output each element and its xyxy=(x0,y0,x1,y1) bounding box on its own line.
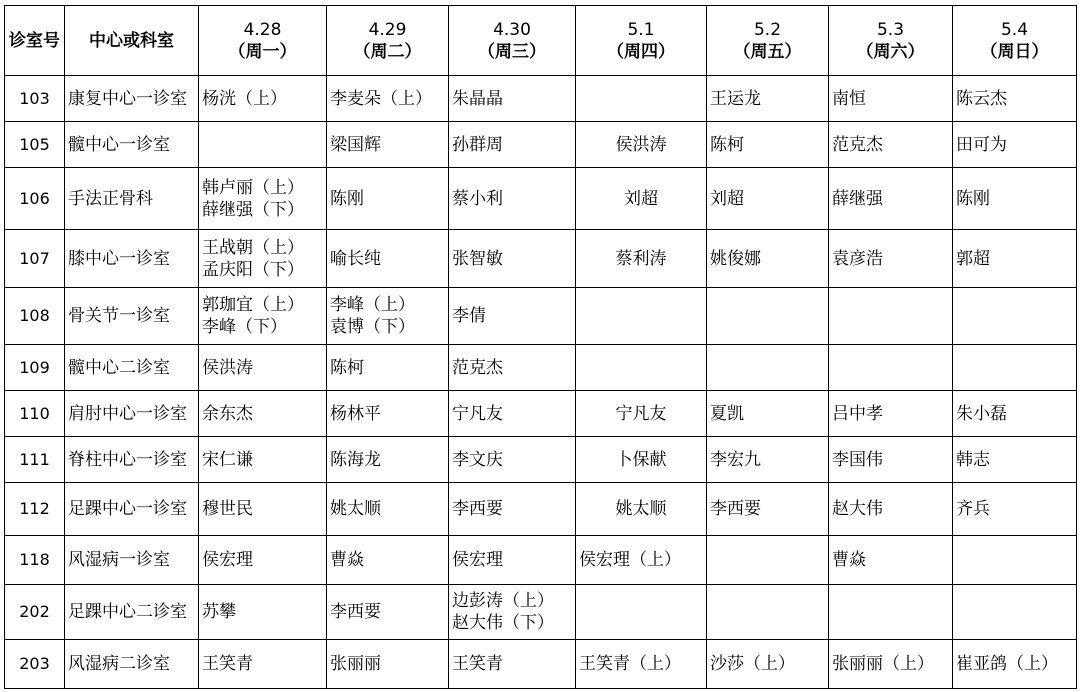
doctor-cell: 薛继强 xyxy=(829,168,953,230)
doctor-cell: 宁凡友 xyxy=(576,391,707,437)
header-day xyxy=(707,6,829,76)
doctor-cell xyxy=(953,288,1077,345)
doctor-cell xyxy=(199,122,327,168)
table-row xyxy=(5,168,1077,230)
table-row xyxy=(5,483,1077,536)
room-number: 203 xyxy=(5,640,65,689)
doctor-cell: 袁彦浩 xyxy=(829,230,953,288)
table-row xyxy=(5,536,1077,585)
room-number: 109 xyxy=(5,345,65,391)
doctor-cell: 侯宏理 xyxy=(449,536,576,585)
department-name: 风湿病一诊室 xyxy=(65,536,199,585)
header-weekday: （周五） xyxy=(733,41,802,62)
doctor-cell xyxy=(953,585,1077,640)
doctor-cell: 李麦朵（上） xyxy=(327,76,449,122)
doctor-cell: 李倩 xyxy=(449,288,576,345)
doctor-cell xyxy=(576,345,707,391)
header-weekday: （周日） xyxy=(980,41,1049,62)
doctor-cell: 范克杰 xyxy=(449,345,576,391)
doctor-cell xyxy=(953,536,1077,585)
table-row xyxy=(5,391,1077,437)
doctor-cell xyxy=(576,288,707,345)
doctor-cell: 姚俊娜 xyxy=(707,230,829,288)
room-number: 107 xyxy=(5,230,65,288)
doctor-cell: 郭珈宜（上） 李峰（下） xyxy=(199,288,327,345)
doctor-cell: 范克杰 xyxy=(829,122,953,168)
table-row xyxy=(5,288,1077,345)
doctor-cell: 齐兵 xyxy=(953,483,1077,536)
doctor-cell: 卜保献 xyxy=(576,437,707,483)
schedule-body xyxy=(5,76,1077,689)
doctor-cell: 余东杰 xyxy=(199,391,327,437)
department-name: 骨关节一诊室 xyxy=(65,288,199,345)
doctor-cell xyxy=(707,345,829,391)
department-name: 足踝中心二诊室 xyxy=(65,585,199,640)
doctor-cell: 李宏九 xyxy=(707,437,829,483)
doctor-cell xyxy=(829,585,953,640)
header-date: 4.28 xyxy=(243,19,282,40)
table-row xyxy=(5,437,1077,483)
doctor-cell: 李文庆 xyxy=(449,437,576,483)
doctor-cell: 侯宏理 xyxy=(199,536,327,585)
header-date: 4.29 xyxy=(368,19,407,40)
doctor-cell: 李西要 xyxy=(449,483,576,536)
table-row xyxy=(5,585,1077,640)
department-name: 脊柱中心一诊室 xyxy=(65,437,199,483)
header-weekday: （周四） xyxy=(607,41,675,62)
doctor-cell: 李西要 xyxy=(707,483,829,536)
doctor-cell: 侯洪涛 xyxy=(576,122,707,168)
header-day xyxy=(327,6,449,76)
doctor-cell xyxy=(829,345,953,391)
header-weekday: （周二） xyxy=(353,41,422,62)
doctor-cell: 姚太顺 xyxy=(327,483,449,536)
doctor-cell: 苏攀 xyxy=(199,585,327,640)
doctor-cell xyxy=(829,288,953,345)
doctor-cell: 韩志 xyxy=(953,437,1077,483)
doctor-cell xyxy=(707,536,829,585)
doctor-cell: 陈云杰 xyxy=(953,76,1077,122)
doctor-cell: 王运龙 xyxy=(707,76,829,122)
doctor-cell: 陈海龙 xyxy=(327,437,449,483)
doctor-cell: 孙群周 xyxy=(449,122,576,168)
doctor-cell: 赵大伟 xyxy=(829,483,953,536)
doctor-cell: 蔡小利 xyxy=(449,168,576,230)
doctor-cell: 穆世民 xyxy=(199,483,327,536)
doctor-cell: 张智敏 xyxy=(449,230,576,288)
header-date: 5.1 xyxy=(627,19,655,40)
room-number: 106 xyxy=(5,168,65,230)
header-dept: 中心或科室 xyxy=(65,6,199,76)
doctor-cell: 陈刚 xyxy=(327,168,449,230)
doctor-cell xyxy=(576,76,707,122)
header-day xyxy=(449,6,576,76)
room-number: 110 xyxy=(5,391,65,437)
doctor-cell: 张丽丽（上） xyxy=(829,640,953,689)
department-name: 膝中心一诊室 xyxy=(65,230,199,288)
room-number: 202 xyxy=(5,585,65,640)
doctor-cell: 梁国辉 xyxy=(327,122,449,168)
department-name: 风湿病二诊室 xyxy=(65,640,199,689)
header-day xyxy=(829,6,953,76)
doctor-cell: 侯宏理（上） xyxy=(576,536,707,585)
room-number: 108 xyxy=(5,288,65,345)
table-row xyxy=(5,122,1077,168)
doctor-cell: 朱小磊 xyxy=(953,391,1077,437)
doctor-cell: 刘超 xyxy=(707,168,829,230)
doctor-cell: 王笑青 xyxy=(449,640,576,689)
department-name: 髋中心一诊室 xyxy=(65,122,199,168)
doctor-cell: 韩卢丽（上） 薛继强（下） xyxy=(199,168,327,230)
table-row xyxy=(5,345,1077,391)
doctor-cell: 陈刚 xyxy=(953,168,1077,230)
doctor-cell: 边彭涛（上） 赵大伟（下） xyxy=(449,585,576,640)
table-row xyxy=(5,640,1077,689)
department-name: 手法正骨科 xyxy=(65,168,199,230)
doctor-cell: 曹焱 xyxy=(829,536,953,585)
table-row xyxy=(5,76,1077,122)
department-name: 肩肘中心一诊室 xyxy=(65,391,199,437)
doctor-cell: 王笑青 xyxy=(199,640,327,689)
room-number: 103 xyxy=(5,76,65,122)
doctor-cell: 王笑青（上） xyxy=(576,640,707,689)
doctor-cell: 王战朝（上） 孟庆阳（下） xyxy=(199,230,327,288)
doctor-cell: 南恒 xyxy=(829,76,953,122)
department-name: 髋中心二诊室 xyxy=(65,345,199,391)
doctor-cell: 蔡利涛 xyxy=(576,230,707,288)
schedule-table xyxy=(4,5,1077,689)
doctor-cell: 侯洪涛 xyxy=(199,345,327,391)
doctor-cell: 李峰（上） 袁博（下） xyxy=(327,288,449,345)
room-number: 105 xyxy=(5,122,65,168)
doctor-cell xyxy=(707,288,829,345)
doctor-cell: 朱晶晶 xyxy=(449,76,576,122)
header-date: 5.3 xyxy=(876,19,905,40)
doctor-cell: 曹焱 xyxy=(327,536,449,585)
room-number: 118 xyxy=(5,536,65,585)
department-name: 足踝中心一诊室 xyxy=(65,483,199,536)
header-date: 5.2 xyxy=(753,19,782,40)
header-weekday: （周六） xyxy=(856,41,925,62)
doctor-cell: 喻长纯 xyxy=(327,230,449,288)
doctor-cell: 郭超 xyxy=(953,230,1077,288)
doctor-cell: 杨林平 xyxy=(327,391,449,437)
doctor-cell: 宋仁谦 xyxy=(199,437,327,483)
header-day xyxy=(199,6,327,76)
doctor-cell: 陈柯 xyxy=(707,122,829,168)
doctor-cell: 李西要 xyxy=(327,585,449,640)
table-row xyxy=(5,230,1077,288)
header-weekday: （周三） xyxy=(478,41,546,62)
doctor-cell: 张丽丽 xyxy=(327,640,449,689)
doctor-cell: 杨洸（上） xyxy=(199,76,327,122)
doctor-cell: 夏凯 xyxy=(707,391,829,437)
doctor-cell: 刘超 xyxy=(576,168,707,230)
doctor-cell: 吕中孝 xyxy=(829,391,953,437)
doctor-cell xyxy=(707,585,829,640)
header-day xyxy=(953,6,1077,76)
room-number: 112 xyxy=(5,483,65,536)
doctor-cell: 李国伟 xyxy=(829,437,953,483)
doctor-cell: 田可为 xyxy=(953,122,1077,168)
header-day xyxy=(576,6,707,76)
room-number: 111 xyxy=(5,437,65,483)
doctor-cell xyxy=(953,345,1077,391)
header-row xyxy=(5,6,1077,76)
header-room: 诊室号 xyxy=(5,6,65,76)
header-date: 5.4 xyxy=(1000,19,1029,40)
doctor-cell: 崔亚鸽（上） xyxy=(953,640,1077,689)
doctor-cell xyxy=(576,585,707,640)
header-date: 4.30 xyxy=(493,19,531,40)
doctor-cell: 陈柯 xyxy=(327,345,449,391)
department-name: 康复中心一诊室 xyxy=(65,76,199,122)
doctor-cell: 宁凡友 xyxy=(449,391,576,437)
doctor-cell: 姚太顺 xyxy=(576,483,707,536)
header-weekday: （周一） xyxy=(228,41,297,62)
doctor-cell: 沙莎（上） xyxy=(707,640,829,689)
